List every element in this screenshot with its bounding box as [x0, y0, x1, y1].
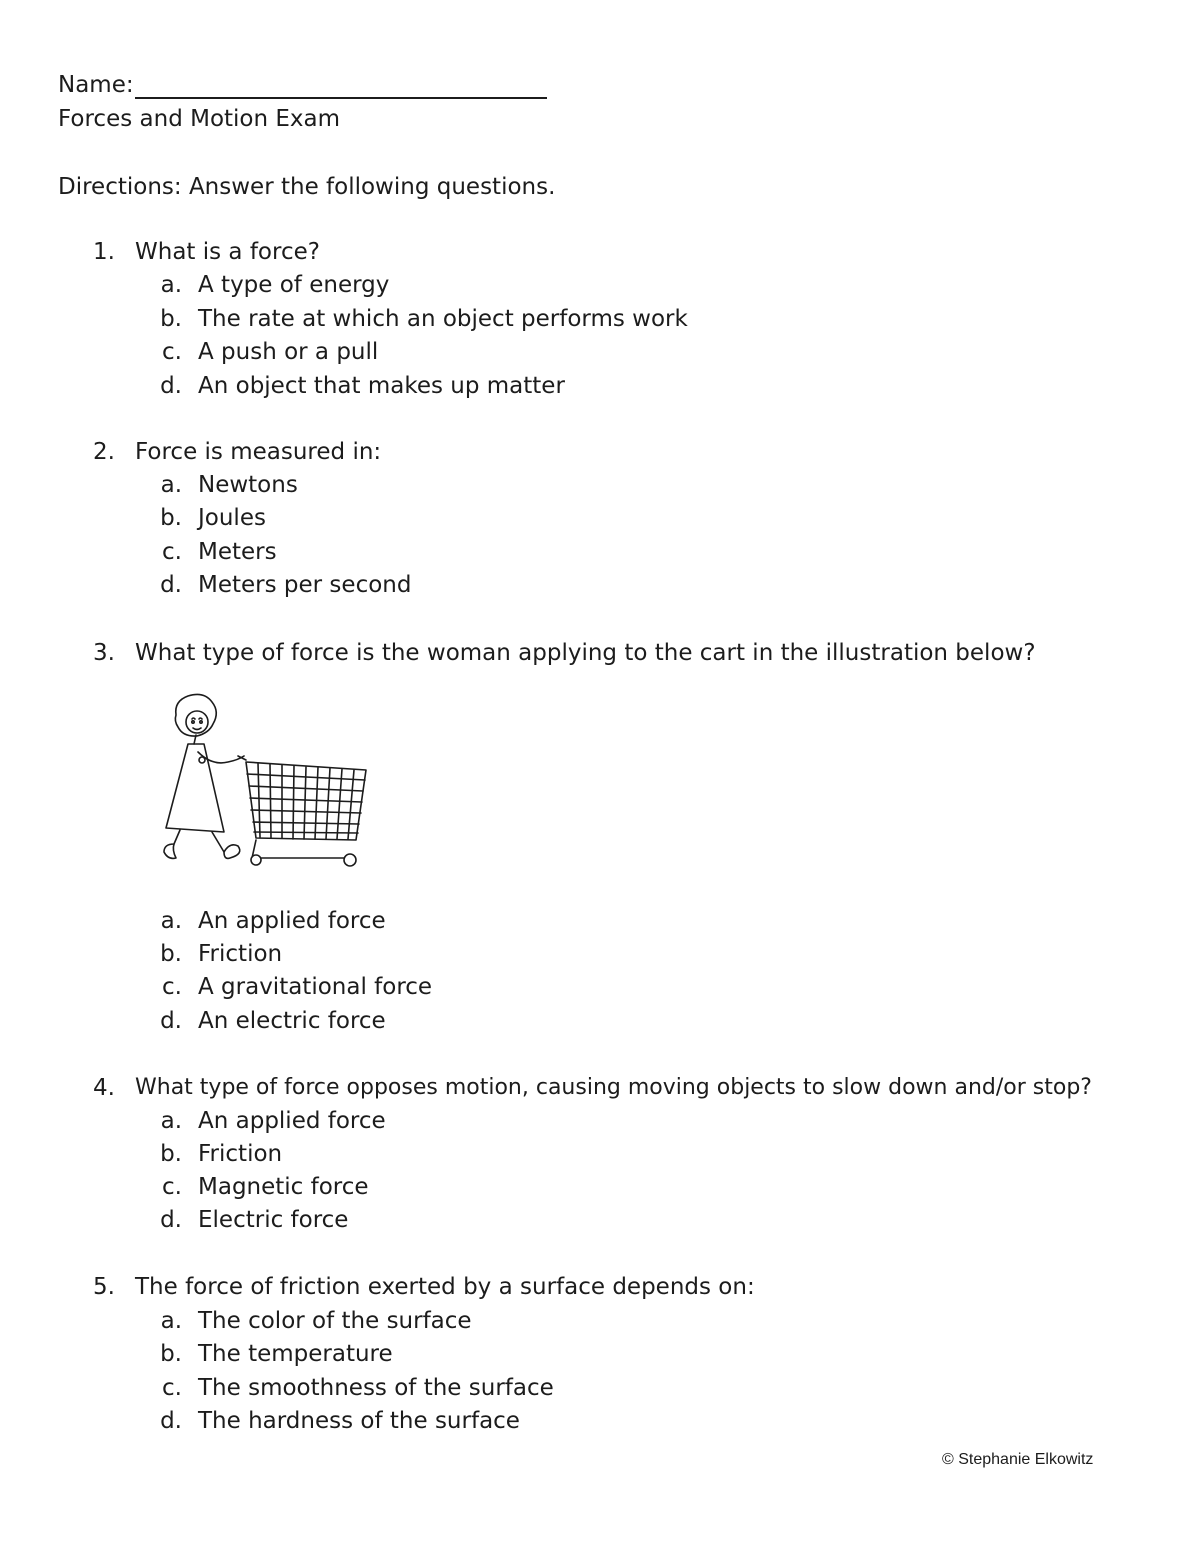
- question-3-option-b-letter: b.: [160, 941, 182, 967]
- question-1-option-d-letter: d.: [160, 373, 182, 399]
- question-1-option-b-letter: b.: [160, 306, 182, 332]
- question-5-option-c-letter: c.: [162, 1375, 182, 1401]
- question-5-option-a: The color of the surface: [198, 1308, 472, 1334]
- question-2-option-a: Newtons: [198, 472, 298, 498]
- question-2-option-b-letter: b.: [160, 505, 182, 531]
- question-3-option-c: A gravitational force: [198, 974, 433, 1000]
- question-5-text: The force of friction exerted by a surface depends on:: [135, 1274, 755, 1300]
- exam-title: Forces and Motion Exam: [58, 106, 341, 132]
- question-4-text: What type of force opposes motion, causing moving objects to slow down and/or stop?: [135, 1075, 1092, 1100]
- question-5-option-d: The hardness of the surface: [198, 1408, 520, 1434]
- question-5-option-c: The smoothness of the surface: [198, 1375, 554, 1401]
- question-3-option-d: An electric force: [198, 1008, 386, 1034]
- question-4-option-d: Electric force: [198, 1207, 349, 1233]
- question-3-number: 3.: [93, 640, 115, 666]
- question-1-option-c: A push or a pull: [198, 339, 379, 365]
- question-1-option-a-letter: a.: [160, 272, 182, 298]
- question-3-option-d-letter: d.: [160, 1008, 182, 1034]
- question-5-number: 5.: [93, 1274, 115, 1300]
- question-2-option-c: Meters: [198, 539, 277, 565]
- question-4-option-a-letter: a.: [160, 1108, 182, 1134]
- question-3-option-a-letter: a.: [160, 908, 182, 934]
- question-1-option-b: The rate at which an object performs work: [198, 306, 688, 332]
- copyright-notice: © Stephanie Elkowitz: [942, 1451, 1094, 1468]
- question-4-option-d-letter: d.: [160, 1207, 182, 1233]
- name-label: Name:: [58, 72, 134, 98]
- question-5-option-d-letter: d.: [160, 1408, 182, 1434]
- question-1-number: 1.: [93, 239, 115, 265]
- directions-text: Directions: Answer the following questions.: [58, 174, 556, 200]
- question-1-text: What is a force?: [135, 239, 320, 265]
- question-2-option-a-letter: a.: [160, 472, 182, 498]
- woman-pushing-cart-illustration: [150, 690, 380, 880]
- question-4-number: 4.: [93, 1075, 115, 1101]
- question-4-option-a: An applied force: [198, 1108, 386, 1134]
- question-4-option-b: Friction: [198, 1141, 283, 1167]
- question-2-text: Force is measured in:: [135, 439, 382, 465]
- question-1-option-a: A type of energy: [198, 272, 390, 298]
- question-3-option-b: Friction: [198, 941, 283, 967]
- question-3-text: What type of force is the woman applying to the cart in the illustration below?: [135, 640, 1036, 666]
- question-5-option-b-letter: b.: [160, 1341, 182, 1367]
- question-5-option-a-letter: a.: [160, 1308, 182, 1334]
- question-1-option-d: An object that makes up matter: [198, 373, 565, 399]
- question-4-option-b-letter: b.: [160, 1141, 182, 1167]
- question-1-option-c-letter: c.: [162, 339, 182, 365]
- question-4-option-c-letter: c.: [162, 1174, 182, 1200]
- question-2-option-d: Meters per second: [198, 572, 412, 598]
- question-5-option-b: The temperature: [198, 1341, 393, 1367]
- question-2-option-d-letter: d.: [160, 572, 182, 598]
- question-2-number: 2.: [93, 439, 115, 465]
- question-3-option-a: An applied force: [198, 908, 386, 934]
- name-blank-line[interactable]: [135, 97, 547, 99]
- question-4-option-c: Magnetic force: [198, 1174, 369, 1200]
- question-2-option-c-letter: c.: [162, 539, 182, 565]
- question-2-option-b: Joules: [198, 505, 266, 531]
- question-3-option-c-letter: c.: [162, 974, 182, 1000]
